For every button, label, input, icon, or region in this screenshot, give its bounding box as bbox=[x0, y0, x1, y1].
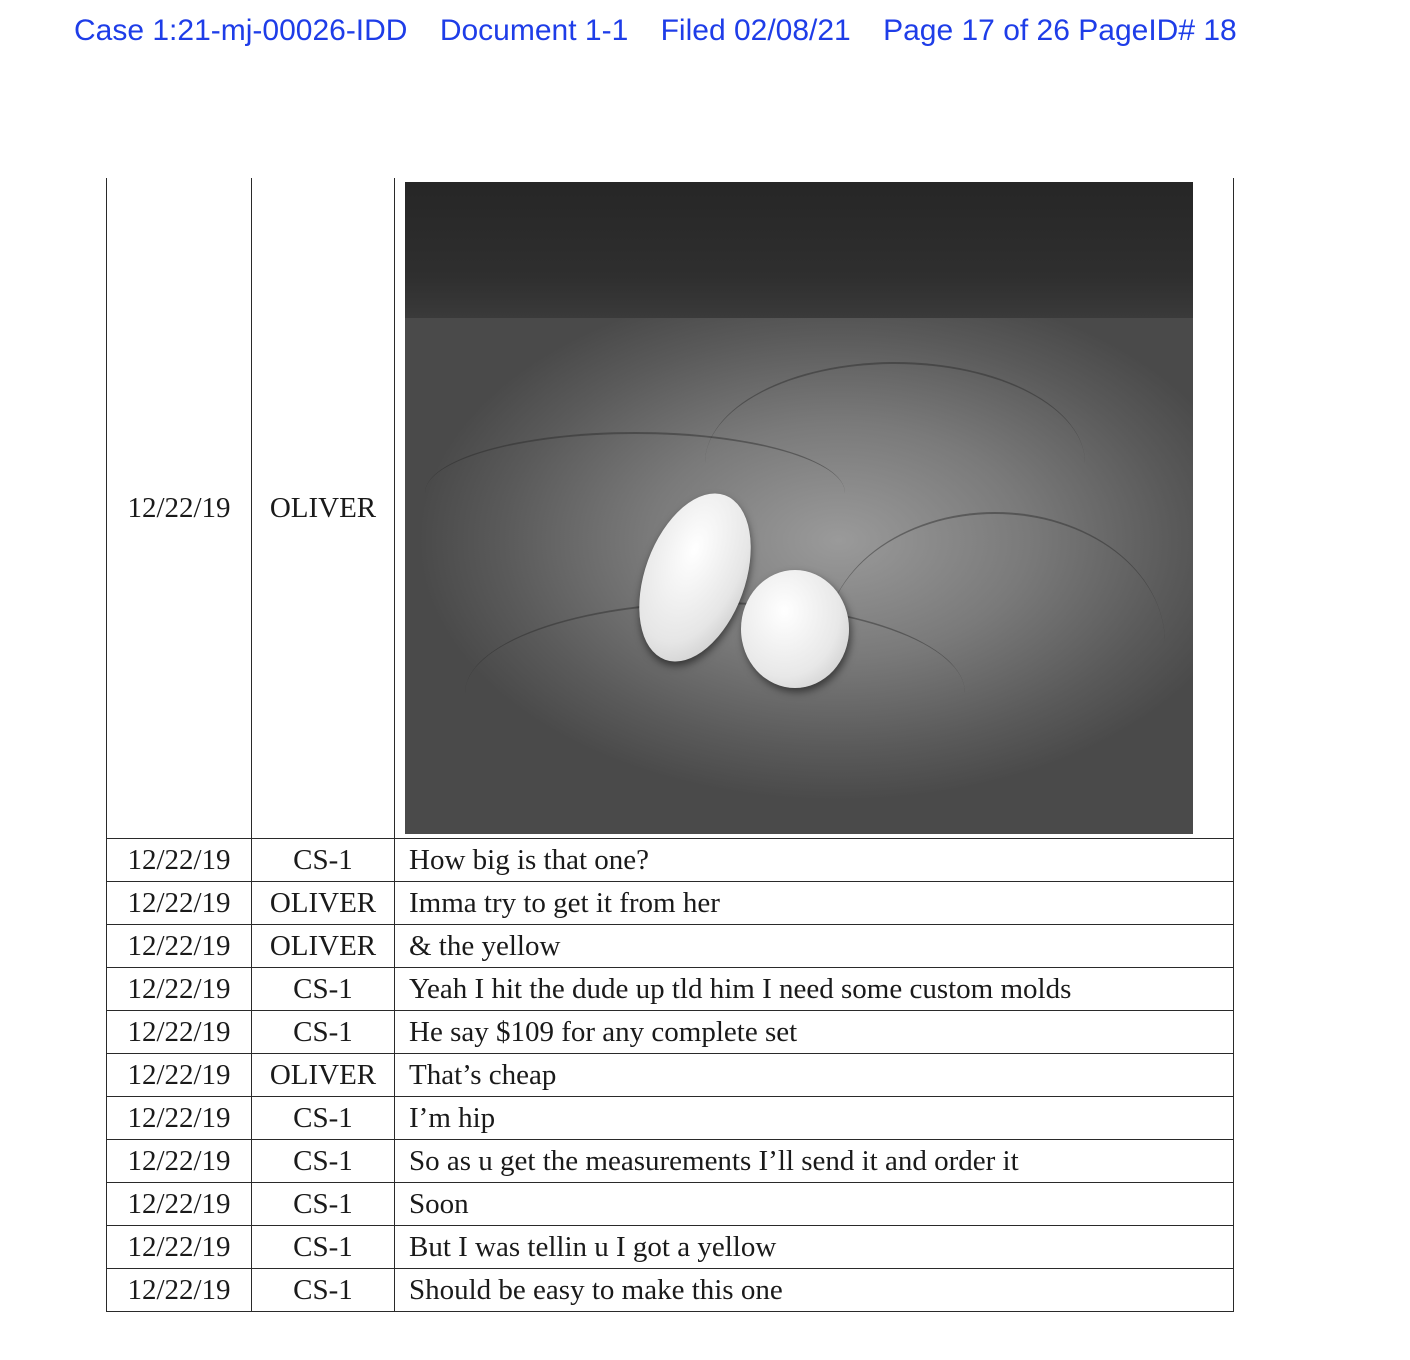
message-text: I’m hip bbox=[395, 1097, 1234, 1140]
message-date: 12/22/19 bbox=[107, 882, 252, 925]
message-date: 12/22/19 bbox=[107, 1140, 252, 1183]
table-row bbox=[107, 1183, 1234, 1226]
message-text: & the yellow bbox=[395, 925, 1234, 968]
document-number: Document 1-1 bbox=[439, 14, 629, 47]
message-text: Yeah I hit the dude up tld him I need some custom molds bbox=[395, 968, 1234, 1011]
message-table bbox=[106, 178, 1234, 1312]
message-text: Imma try to get it from her bbox=[395, 882, 1234, 925]
message-sender: OLIVER bbox=[252, 1054, 395, 1097]
message-text: How big is that one? bbox=[395, 839, 1234, 882]
message-sender: OLIVER bbox=[252, 925, 395, 968]
message-date: 12/22/19 bbox=[107, 925, 252, 968]
photo-crease bbox=[825, 512, 1165, 774]
table-row bbox=[107, 1011, 1234, 1054]
table-row bbox=[107, 1269, 1234, 1312]
table-row bbox=[107, 968, 1234, 1011]
photo-dark-band bbox=[405, 182, 1193, 318]
message-sender: CS-1 bbox=[252, 1011, 395, 1054]
table-row-photo bbox=[107, 178, 1234, 839]
message-sender: CS-1 bbox=[252, 1226, 395, 1269]
message-text: Soon bbox=[395, 1183, 1234, 1226]
message-sender: CS-1 bbox=[252, 1097, 395, 1140]
message-date: 12/22/19 bbox=[107, 1226, 252, 1269]
message-sender: OLIVER bbox=[252, 178, 395, 839]
case-header bbox=[74, 14, 1237, 48]
filed-date: Filed 02/08/21 bbox=[660, 14, 851, 47]
message-text: So as u get the measurements I’ll send it and order it bbox=[395, 1140, 1234, 1183]
message-sender: CS-1 bbox=[252, 1183, 395, 1226]
page-info: Page 17 of 26 PageID# 18 bbox=[883, 14, 1237, 47]
message-sender: CS-1 bbox=[252, 839, 395, 882]
table-row bbox=[107, 1097, 1234, 1140]
table-row bbox=[107, 925, 1234, 968]
round-pill bbox=[741, 570, 849, 688]
message-date: 12/22/19 bbox=[107, 1183, 252, 1226]
message-date: 12/22/19 bbox=[107, 1269, 252, 1312]
message-date: 12/22/19 bbox=[107, 178, 252, 839]
message-sender: CS-1 bbox=[252, 1269, 395, 1312]
table-row bbox=[107, 1054, 1234, 1097]
message-date: 12/22/19 bbox=[107, 1011, 252, 1054]
message-text: He say $109 for any complete set bbox=[395, 1011, 1234, 1054]
table-row bbox=[107, 839, 1234, 882]
pills-photo bbox=[405, 182, 1193, 834]
message-text: But I was tellin u I got a yellow bbox=[395, 1226, 1234, 1269]
message-date: 12/22/19 bbox=[107, 839, 252, 882]
table-row bbox=[107, 1140, 1234, 1183]
message-date: 12/22/19 bbox=[107, 1054, 252, 1097]
message-sender: CS-1 bbox=[252, 968, 395, 1011]
table-row bbox=[107, 882, 1234, 925]
message-date: 12/22/19 bbox=[107, 1097, 252, 1140]
case-number: Case 1:21-mj-00026-IDD bbox=[74, 14, 408, 47]
message-text: That’s cheap bbox=[395, 1054, 1234, 1097]
message-date: 12/22/19 bbox=[107, 968, 252, 1011]
table-row bbox=[107, 1226, 1234, 1269]
message-sender: CS-1 bbox=[252, 1140, 395, 1183]
message-photo-cell bbox=[395, 178, 1234, 839]
message-sender: OLIVER bbox=[252, 882, 395, 925]
message-text: Should be easy to make this one bbox=[395, 1269, 1234, 1312]
